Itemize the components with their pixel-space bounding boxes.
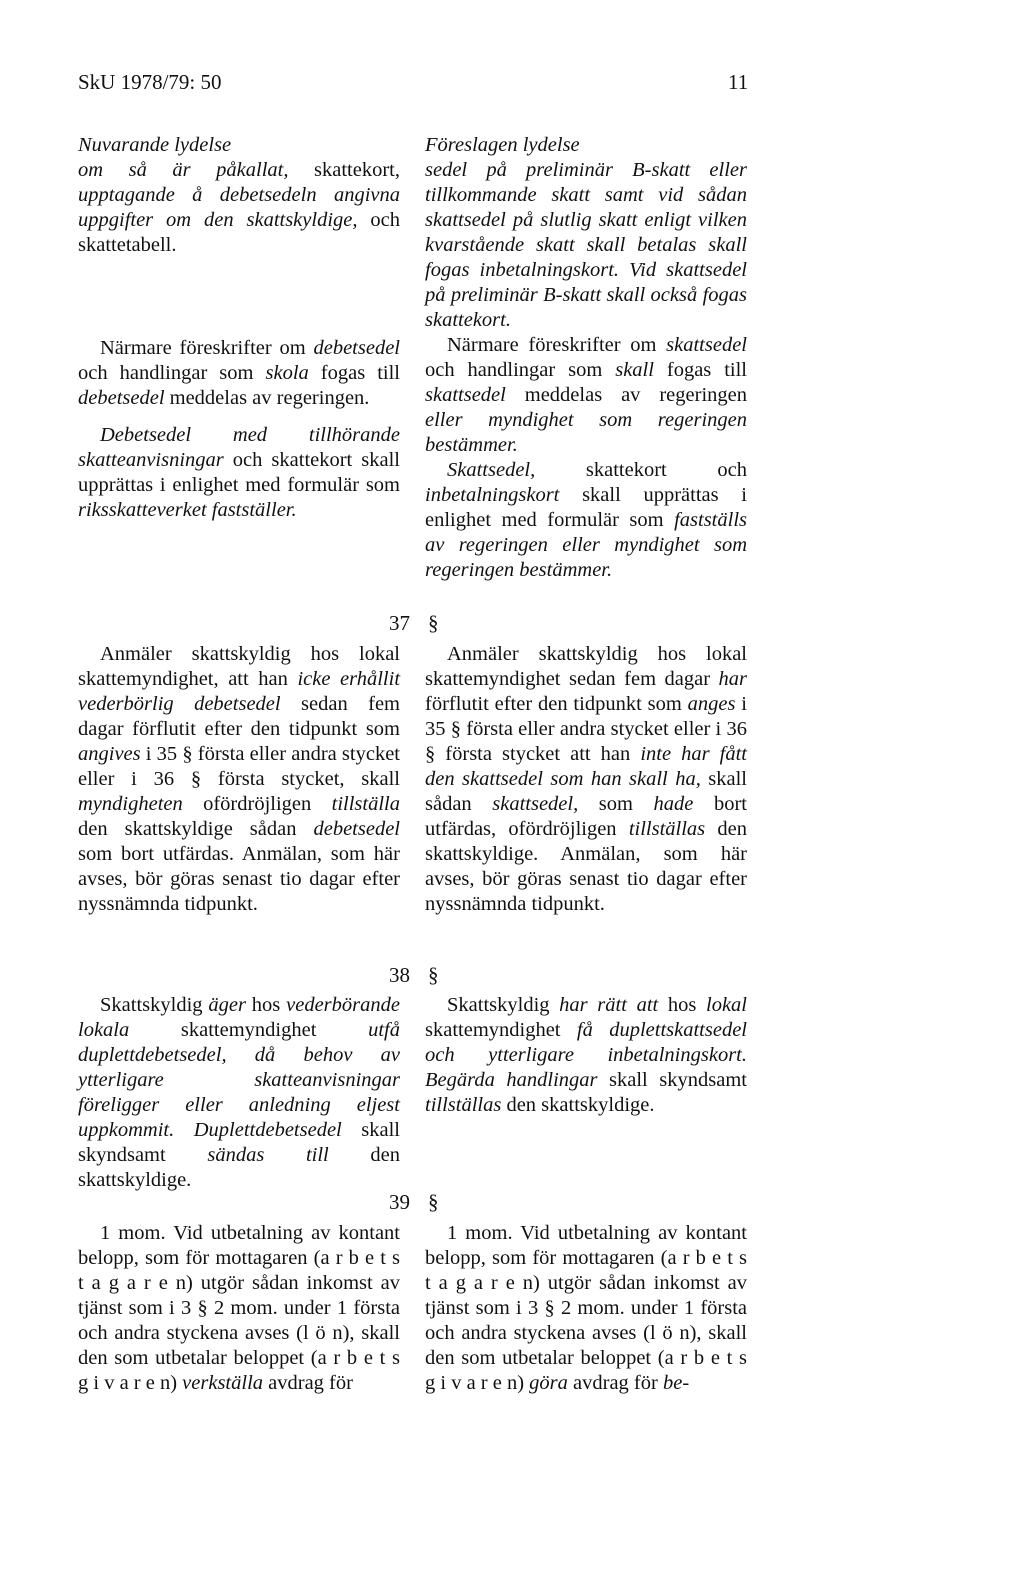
proposed-wording-column	[425, 133, 747, 583]
column-heading-proposed: Föreslagen lydelse	[425, 134, 580, 156]
section-39-proposed	[425, 1221, 747, 1396]
section-number: 39	[389, 1190, 410, 1214]
paragraph: Närmare föreskrifter om debetsedel och handlingar som skola fogas till debetsedel meddelas av regeringen.	[78, 337, 400, 409]
paragraph: Närmare föreskrifter om skattsedel och handlingar som skall fogas till skattsedel meddelas av regeringen eller myndighet som regeringen bestämmer.	[425, 334, 747, 456]
section-symbol: §	[428, 1190, 439, 1214]
section-number: 37	[389, 611, 410, 635]
document-reference: SkU 1978/79: 50	[78, 70, 222, 94]
section-number: 38	[389, 963, 410, 987]
paragraph: 1 mom. Vid utbetalning av kontant belopp, som för mottagaren (a r b e t s t a g a r e n) utgör sådan inkomst av tjänst som i 3 § 2 mom. under 1 första och andra styckena avses (l ö n), skall den som utbetalar beloppet (a r b e t s g i v a r e n) göra avdrag för be-	[425, 1222, 747, 1394]
paragraph: Skattskyldig äger hos vederbörande lokala skattemyndighet utfå duplettdebetsedel, då behov av ytterligare skatteanvisningar föreligger eller anledning eljest uppkommit. Duplettdebetsedel skall skyndsamt sändas till den skattskyldige.	[78, 994, 401, 1191]
paragraph: Anmäler skattskyldig hos lokal skattemyndighet sedan fem dagar har förflutit efter den tidpunkt som anges i 35 § första eller andra stycket eller i 36 § första stycket att han inte har fått den skattsedel som han skall ha, skall sådan skattsedel, som hade bort utfärdas, ofördröjligen tillställas den skattskyldige. Anmälan, som här avses, bör göras senast tio dagar efter nyssnämnda tidpunkt.	[425, 643, 747, 915]
paragraph: Skattskyldig har rätt att hos lokal skattemyndighet få duplettskattsedel och ytterligare inbetalningskort. Begärda handlingar skall skyndsamt tillställas den skattskyldige.	[425, 994, 747, 1116]
page-number: 11	[728, 70, 749, 94]
paragraph: 1 mom. Vid utbetalning av kontant belopp, som för mottagaren (a r b e t s t a g a r e n) utgör sådan inkomst av tjänst som i 3 § 2 mom. under 1 första och andra styckena avses (l ö n), skall den som utbetalar beloppet (a r b e t s g i v a r e n) verkställa avdrag för	[78, 1222, 400, 1394]
paragraph: Debetsedel med tillhörande skatteanvisningar och skattekort skall upprättas i enlighet med formulär som riksskatteverket fastställer.	[78, 424, 400, 521]
section-38-current	[78, 993, 400, 1193]
section-symbol: §	[428, 611, 439, 635]
section-symbol: §	[428, 963, 439, 987]
section-37-proposed	[425, 642, 747, 917]
paragraph: sedel på preliminär B-skatt eller tillkommande skatt samt vid sådan skattsedel på slutlig skatt enligt vilken kvarstående skatt skall betalas skall fogas inbetalningskort. Vid skattsedel på preliminär B-skatt skall också fogas skattekort.	[425, 159, 747, 331]
paragraph: Skattsedel, skattekort och inbetalningskort skall upprättas i enlighet med formulär som fastställs av regeringen eller myndighet som regeringen bestämmer.	[425, 459, 747, 581]
paragraph: om så är påkallat, skattekort, upptagande å debetsedeln angivna uppgifter om den skattskyldige, och skattetabell.	[78, 159, 400, 256]
current-wording-column	[78, 133, 400, 523]
section-38-proposed	[425, 993, 747, 1118]
column-heading-current: Nuvarande lydelse	[78, 134, 232, 156]
paragraph: Anmäler skattskyldig hos lokal skattemyndighet, att han icke erhållit vederbörlig debetsedel sedan fem dagar förflutit efter den tidpunkt som angives i 35 § första eller andra stycket eller i 36 § första stycket, skall myndigheten ofördröjligen tillställa den skattskyldige sådan debetsedel som bort utfärdas. Anmälan, som här avses, bör göras senast tio dagar efter nyssnämnda tidpunkt.	[78, 643, 401, 915]
section-39-current	[78, 1221, 400, 1396]
section-37-current	[78, 642, 400, 917]
